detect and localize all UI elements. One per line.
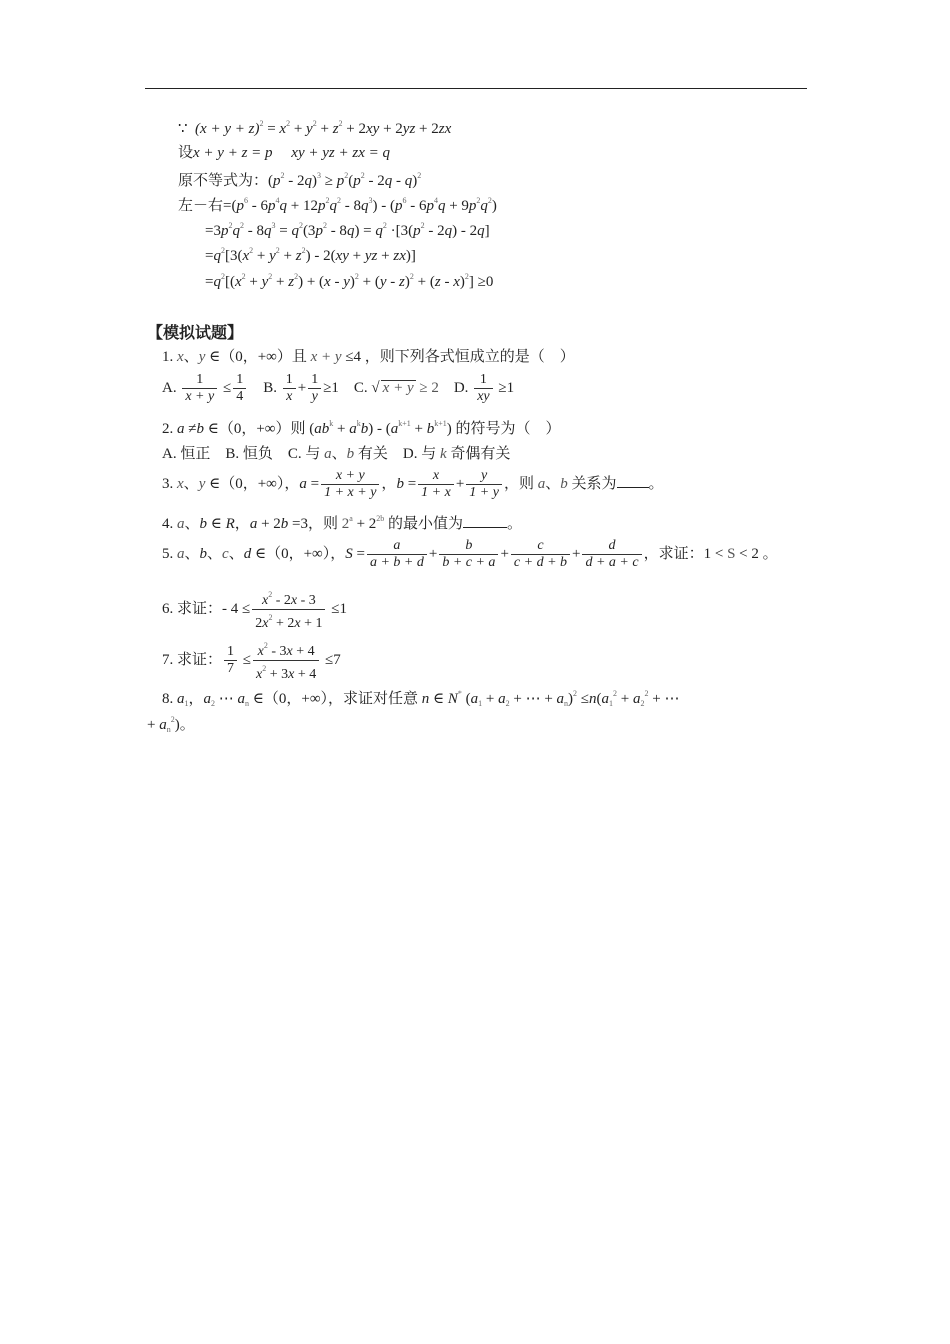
question-6: 6. 求证：- 4 ≤ $\frac{x^2 - 2x - 3}{2x^2 + 2x + 1}$ ≤1 xyxy=(162,590,347,631)
section-title: 【模拟试题】 xyxy=(147,323,244,342)
question-8-line-1: 8. $a_1$，$a_2$ ⋯ $a_n$ ∈（0，+∞），求证对任意 n ∈ N* ($a_1 + a_2$ + ⋯ + $a_n)^2 \le n(a_1^2 + a_2^2$ + ⋯ xyxy=(162,689,680,708)
question-5: 5. a、b、c、d ∈（0，+∞），S = $\frac{a}{a + b + d}$ + $\frac{b}{b + c + a}$ + $\frac{c}{c + d + b}$ + $\frac{d}{d + a + c}$ ，求证：1 < S < 2 。 xyxy=(162,538,778,570)
proof-line-4: 左－右$=(p^6 - 6p^4q + 12p^2q^2 - 8q^3) - (p^6 - 6p^4q + 9p^2q^2)$ xyxy=(178,196,497,214)
question-3: 3. x、y ∈（0，+∞），a = $\frac{x + y}{1 + x + y}$ ，b = $\frac{x}{1 + x}$ + $\frac{y}{1 + y}$ ，则 a、b 关系为 。 xyxy=(162,468,664,500)
proof-line-6: $=q^2[3(x^2 + y^2 + z^2) - 2(xy$ + yz + zx)] xyxy=(205,246,416,264)
question-2-stem: 2. a ≠b ∈（0，+∞）则 $(ab^k + a^kb) - (a^{k+1} + b^{k+1})$ 的符号为（ ） xyxy=(162,419,561,437)
proof-line-1: ∵ $(x + y + z)^2 = x^2 + y^2 + z^2 + 2xy + 2yz + 2zx$ xyxy=(178,119,452,137)
question-2-options: A. 恒正 B. 恒负 C. 与 a、b 有关 D. 与 k 奇偶有关 xyxy=(162,446,511,462)
proof-line-7: $=q^2[(x^2 + y^2 + z^2) + (x - y)^2 + (y - z)^2 + (z - x)^2] \ge 0$ xyxy=(205,272,494,290)
question-8-line-2: + $a_n^2$)。 xyxy=(147,715,195,734)
question-1-options: A. $\frac{1}{x + y}$ ≤ $\frac{1}{4}$ B. $\frac{1}{x}$ + $\frac{1}{y}$ ≥1 C. √ x + y ≥ 2 D. $\frac{1}{xy}$ ≥1 xyxy=(162,372,515,404)
header-rule xyxy=(145,88,807,89)
proof-line-5: $=3p^2q^2 - 8q^3 = q^2(3p^2 - 8q) = q^2 \cdot[3(p^2 - 2q) - 2q]$ xyxy=(205,221,490,239)
proof-line-2: 设x + y + z = p xy + yz + zx = q xyxy=(178,145,390,161)
question-7: 7. 求证： $\frac{1}{7}$ ≤ $\frac{x^2 - 3x + 4}{x^2 + 3x + 4}$ ≤7 xyxy=(162,641,341,682)
proof-line-3: 原不等式为：$(p^2 - 2q)^3 \ge p^2(p^2 - 2q - q)^2$ xyxy=(178,171,422,189)
because-symbol: ∵ xyxy=(178,121,188,137)
question-4: 4. a、b ∈ R，a + 2b =3，则 $2^a + 2^{2b}$ 的最小值为 。 xyxy=(162,514,523,532)
question-1-stem: 1. x、y ∈（0，+∞）且 x + y ≤4 ，则下列各式恒成立的是（ ） xyxy=(162,349,575,365)
